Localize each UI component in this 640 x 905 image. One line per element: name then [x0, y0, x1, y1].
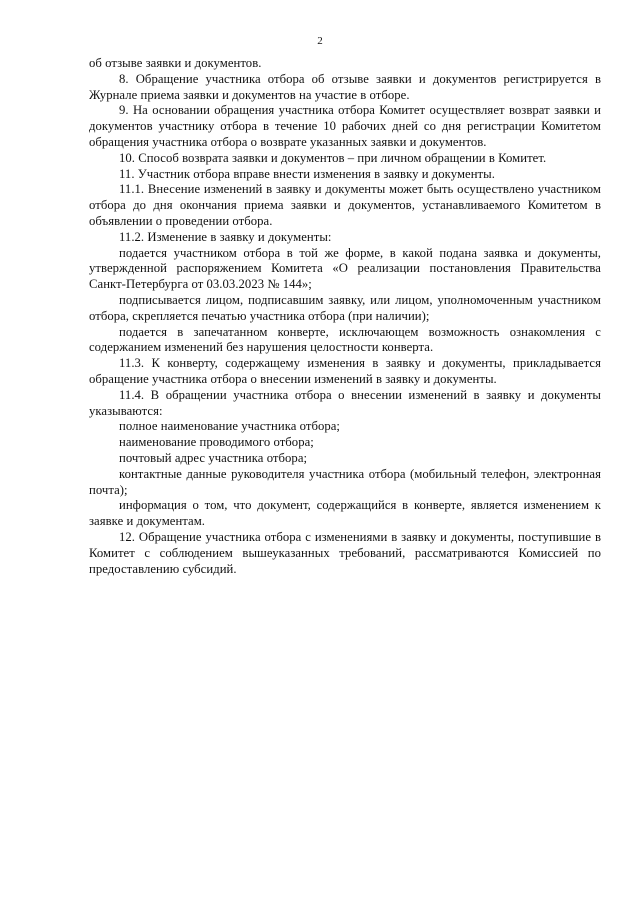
- paragraph-10: 10. Способ возврата заявки и документов – при личном обращении в Комитет.: [119, 150, 547, 165]
- paragraph-12: 12. Обращение участника отбора с изменениями в заявку и документы, поступившие в Комитет с соблюдением вышеуказанных требований, рассматриваются Комиссией по предоставлению субсидий.: [89, 529, 601, 576]
- document-body: [89, 56, 601, 577]
- paragraph-11-2: 11.2. Изменение в заявку и документы:: [119, 229, 332, 244]
- paragraph-11-3: 11.3. К конверту, содержащему изменения в заявку и документы, прикладывается обращение участника отбора о внесении изменений в заявку и документы.: [89, 356, 601, 386]
- list-item: контактные данные руководителя участника отбора (мобильный телефон, электронная почта);: [89, 466, 601, 497]
- list-item: почтовый адрес участника отбора;: [119, 450, 308, 465]
- paragraph-11-4: 11.4. В обращении участника отбора о внесении изменений в заявку и документы указываются:: [89, 387, 601, 418]
- list-item: полное наименование участника отбора;: [119, 419, 340, 434]
- list-item: подается участником отбора в той же форме, в какой подана заявка и документы, утвержденной распоряжением Комитета «О реализации постановления Правительства Санкт-Петербурга от 03.03.2023 № 144»;: [89, 245, 601, 292]
- paragraph-8: 8. Обращение участника отбора об отзыве заявки и документов регистрируется в Журнале приема заявки и документов на участие в отборе.: [89, 71, 601, 102]
- list-item: подается в запечатанном конверте, исключающем возможность ознакомления с содержанием изменений без нарушения целостности конверта.: [89, 324, 601, 355]
- paragraph-continuation: об отзыве заявки и документов.: [89, 56, 262, 70]
- paragraph-11: 11. Участник отбора вправе внести изменения в заявку и документы.: [119, 166, 495, 181]
- list-item: информация о том, что документ, содержащийся в конверте, является изменением к заявке и документам.: [89, 498, 601, 529]
- list-item: наименование проводимого отбора;: [119, 435, 314, 450]
- paragraph-9: 9. На основании обращения участника отбора Комитет осуществляет возврат заявки и документов участнику отбора в течение 10 рабочих дней со дня регистрации Комитетом обращения участника отбора о возврате указанных заявки и документов.: [89, 103, 601, 149]
- paragraph-11-1: 11.1. Внесение изменений в заявку и документы может быть осуществлено участником отбора до дня окончания приема заявки и документов, устанавливаемого Комитетом в объявлении о проведении отбора.: [89, 182, 601, 228]
- page-number: 2: [317, 35, 323, 47]
- list-item: подписывается лицом, подписавшим заявку, или лицом, уполномоченным участником отбора, скрепляется печатью участника отбора (при наличии);: [89, 292, 601, 323]
